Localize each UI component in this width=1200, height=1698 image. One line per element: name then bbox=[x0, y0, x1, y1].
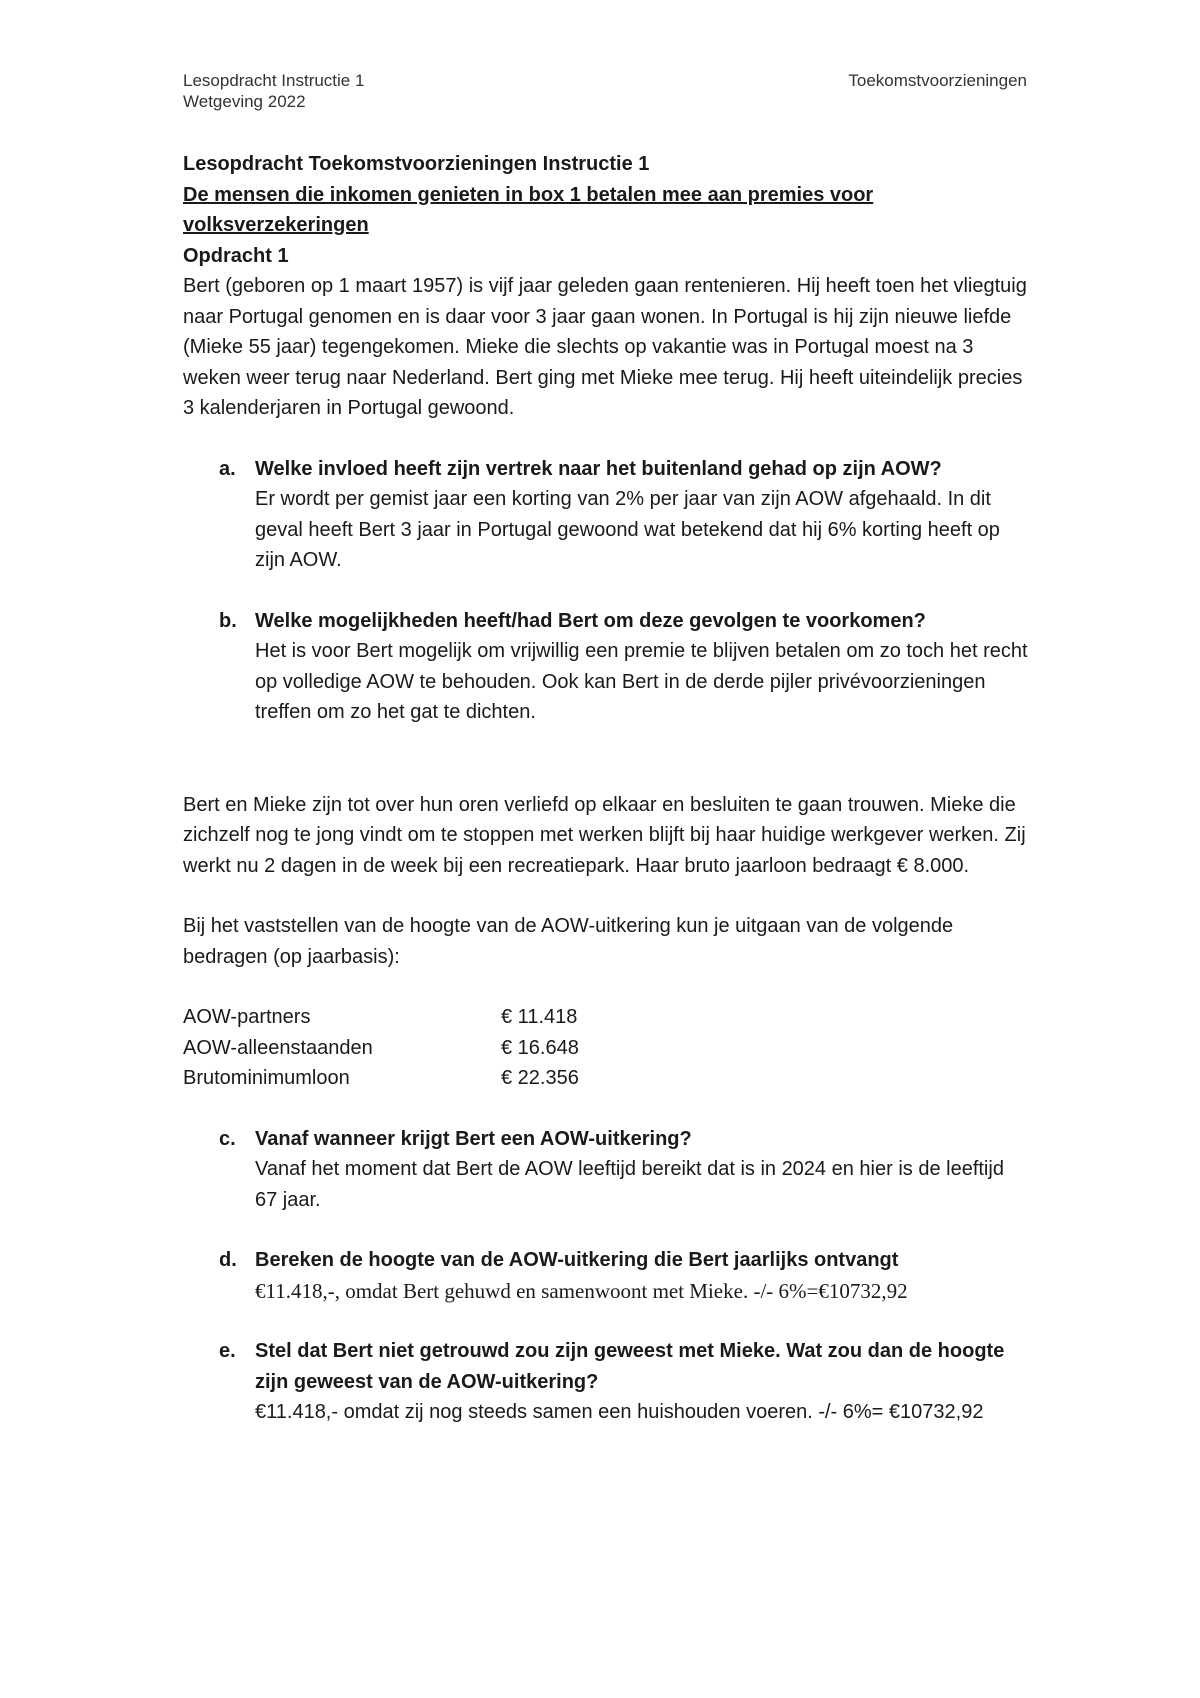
spacer bbox=[183, 972, 1028, 1002]
question-letter: e. bbox=[219, 1340, 236, 1362]
answer-text: €11.418,-, omdat Bert gehuwd en samenwoont met Mieke. -/- 6%=€10732,92 bbox=[255, 1278, 908, 1303]
spacer bbox=[183, 728, 1028, 790]
document-title: Lesopdracht Toekomstvoorzieningen Instructie 1 bbox=[183, 153, 650, 175]
table-row bbox=[183, 1033, 579, 1064]
spacer bbox=[183, 1306, 1028, 1336]
answer-text: Er wordt per gemist jaar een korting van 2% per jaar van zijn AOW afgehaald. In dit geval heeft Bert 3 jaar in Portugal gewoond wat betekend dat hij 6% korting heeft op zijn AOW. bbox=[255, 488, 1000, 571]
document-body bbox=[183, 149, 1028, 1428]
wedding-paragraph: Bert en Mieke zijn tot over hun oren verliefd op elkaar en besluiten te gaan trouwen. Mieke die zichzelf nog te jong vindt om te stoppen met werken blijft bij haar huidige werkgever werken. Zij werkt nu 2 dagen in de week bij een recreatiepark. Haar bruto jaarloon bedraagt € 8.000. bbox=[183, 793, 1026, 877]
amount-value: € 11.418 bbox=[501, 1006, 578, 1028]
question-text: Welke mogelijkheden heeft/had Bert om deze gevolgen te voorkomen? bbox=[255, 609, 926, 632]
question-item bbox=[183, 454, 1028, 576]
table-row bbox=[183, 1002, 579, 1033]
amount-label: AOW-partners bbox=[183, 1006, 311, 1028]
assignment-heading: Opdracht 1 bbox=[183, 244, 289, 267]
spacer bbox=[183, 881, 1028, 911]
question-item bbox=[183, 606, 1028, 728]
question-text: Stel dat Bert niet getrouwd zou zijn geweest met Mieke. Wat zou dan de hoogte zijn geweest van de AOW-uitkering? bbox=[255, 1340, 1005, 1393]
header-left bbox=[183, 70, 364, 112]
amount-label: AOW-alleenstaanden bbox=[183, 1036, 373, 1059]
header-topic: Toekomstvoorzieningen bbox=[848, 71, 1027, 90]
question-letter: d. bbox=[219, 1249, 237, 1271]
answer-text: €11.418,- omdat zij nog steeds samen een huishouden voeren. -/- 6%= €10732,92 bbox=[255, 1401, 984, 1423]
question-letter: c. bbox=[219, 1127, 236, 1150]
spacer bbox=[183, 1094, 1028, 1124]
table-row bbox=[183, 1063, 579, 1094]
question-letter: b. bbox=[219, 609, 237, 632]
header-subject: Wetgeving 2022 bbox=[183, 92, 306, 111]
answer-text: Vanaf het moment dat Bert de AOW leeftijd bereikt dat is in 2024 en hier is de leeftijd 67 jaar. bbox=[255, 1158, 1004, 1211]
document-subtitle: De mensen die inkomen genieten in box 1 betalen mee aan premies voor volksverzekeringen bbox=[183, 183, 874, 236]
question-item bbox=[183, 1245, 1028, 1306]
spacer bbox=[183, 1215, 1028, 1245]
question-text: Welke invloed heeft zijn vertrek naar het buitenland gehad op zijn AOW? bbox=[255, 457, 942, 480]
amount-value: € 22.356 bbox=[501, 1067, 579, 1089]
question-item bbox=[183, 1336, 1028, 1428]
intro-paragraph: Bert (geboren op 1 maart 1957) is vijf jaar geleden gaan rentenieren. Hij heeft toen het vliegtuig naar Portugal genomen en is daar voor 3 jaar gaan wonen. In Portugal is hij zijn nieuwe liefde (Mieke 55 jaar) tegengekomen. Mieke die slechts op vakantie was in Portugal moest na 3 weken weer terug naar Nederland. Bert ging met Mieke mee terug. Hij heeft uiteindelijk precies 3 kalenderjaren in Portugal gewoond. bbox=[183, 275, 1027, 419]
header-course: Lesopdracht Instructie 1 bbox=[183, 71, 365, 90]
question-letter: a. bbox=[219, 457, 236, 480]
question-item bbox=[183, 1124, 1028, 1216]
amounts-intro: Bij het vaststellen van de hoogte van de AOW-uitkering kun je uitgaan van de volgende bedragen (op jaarbasis): bbox=[183, 915, 954, 968]
question-list-1 bbox=[183, 454, 1028, 728]
spacer bbox=[183, 576, 1028, 606]
spacer bbox=[183, 424, 1028, 454]
amounts-table bbox=[183, 1002, 579, 1094]
question-list-2 bbox=[183, 1124, 1028, 1428]
question-text: Bereken de hoogte van de AOW-uitkering die Bert jaarlijks ontvangt bbox=[255, 1249, 899, 1271]
amount-label: Brutominimumloon bbox=[183, 1067, 350, 1089]
amount-value: € 16.648 bbox=[501, 1036, 579, 1059]
question-text: Vanaf wanneer krijgt Bert een AOW-uitkering? bbox=[255, 1127, 692, 1150]
answer-text: Het is voor Bert mogelijk om vrijwillig een premie te blijven betalen om zo toch het recht op volledige AOW te behouden. Ook kan Bert in de derde pijler privévoorzieningen treffen om zo het gat te dichten. bbox=[255, 640, 1028, 723]
